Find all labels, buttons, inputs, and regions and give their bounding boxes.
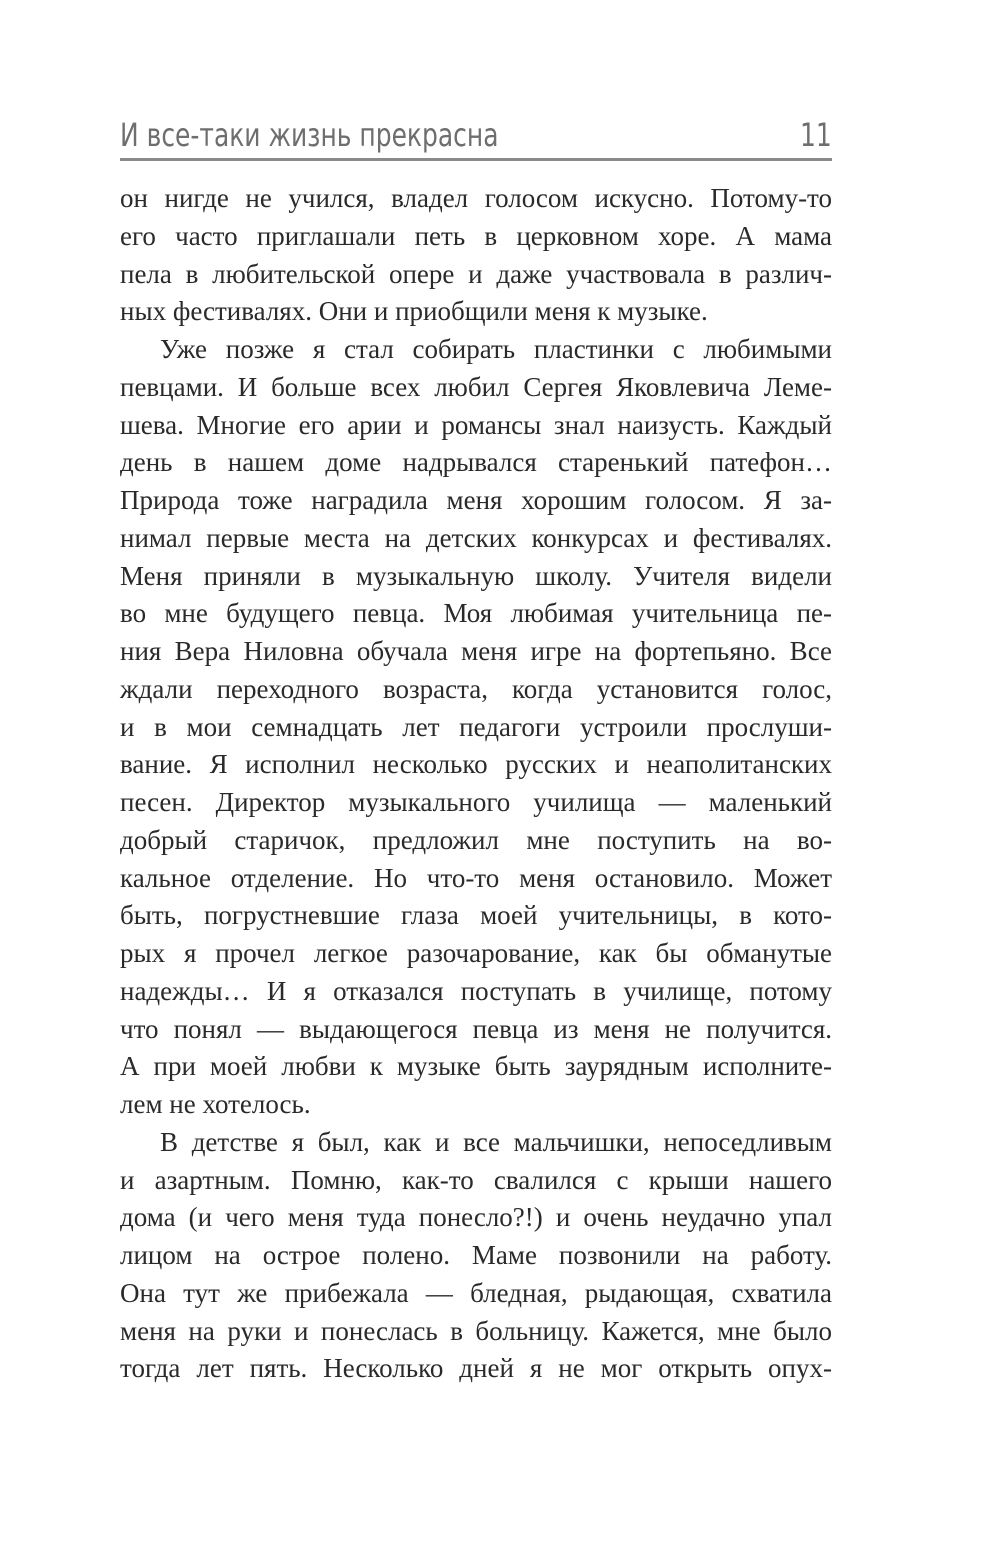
text-line: его часто приглашали петь в церковном хоре. А мама [120, 220, 832, 251]
text-line: Уже позже я стал собирать пластинки с любимыми [160, 334, 832, 364]
text-line: лем не хотелось. [120, 1089, 311, 1119]
text-line: во мне будущего певца. Моя любимая учительница пе- [120, 598, 832, 629]
body-text [120, 180, 832, 1388]
text-line: рых я прочел легкое разочарование, как бы обманутые [120, 938, 832, 968]
text-line: певцами. И больше всех любил Сергея Яковлевича Леме- [120, 371, 832, 402]
page-number: 11 [800, 116, 832, 154]
text-line: быть, погрустневшие глаза моей учительницы, в кото- [120, 900, 832, 931]
text-line: и азартным. Помню, как-то свалился с крыши нашего [120, 1164, 832, 1195]
text-line: тогда лет пять. Несколько дней я не мог открыть опух- [120, 1353, 832, 1384]
text-line: пела в любительской опере и даже участвовала в различ- [120, 258, 832, 289]
text-line: надежды… И я отказался поступать в училище, потому [120, 975, 832, 1006]
text-line: песен. Директор музыкального училища — маленький [120, 787, 832, 817]
text-line: день в нашем доме надрывался старенький патефон… [120, 447, 832, 478]
text-line: нимал первые места на детских конкурсах и фестивалях. [120, 522, 832, 553]
text-line: ния Вера Ниловна обучала меня игре на фортепьяно. Все [120, 636, 832, 666]
text-line: что понял — выдающегося певца из меня не получится. [120, 1013, 832, 1044]
text-line: Она тут же прибежала — бледная, рыдающая, схватила [120, 1277, 832, 1308]
text-line: лицом на острое полено. Маме позвонили на работу. [120, 1240, 832, 1270]
text-line: и в мои семнадцать лет педагоги устроили прослуши- [120, 711, 832, 742]
text-line: Меня приняли в музыкальную школу. Учителя видели [120, 560, 832, 591]
text-line: ных фестивалях. Они и приобщили меня к музыке. [120, 296, 708, 327]
text-line: В детстве я был, как и все мальчишки, непоседливым [160, 1126, 832, 1157]
text-line: кальное отделение. Но что-то меня остановило. Может [120, 862, 832, 893]
text-line: он нигде не учился, владел голосом искусно. Потому-то [120, 183, 832, 213]
text-line: добрый старичок, предложил мне поступить на во- [120, 824, 832, 855]
running-title: И все-таки жизнь прекрасна [120, 116, 499, 154]
running-header [120, 112, 832, 161]
text-line: Природа тоже наградила меня хорошим голосом. Я за- [120, 485, 832, 515]
text-line: дома (и чего меня туда понесло?!) и очень неудачно упал [120, 1202, 832, 1233]
text-line: шева. Многие его арии и романсы знал наизусть. Каждый [120, 409, 832, 440]
text-line: А при моей любви к музыке быть заурядным исполните- [120, 1051, 832, 1082]
text-line: вание. Я исполнил несколько русских и неаполитанских [120, 749, 832, 780]
text-line: меня на руки и понеслась в больницу. Кажется, мне было [120, 1315, 832, 1346]
text-line: ждали переходного возраста, когда установится голос, [120, 673, 832, 704]
